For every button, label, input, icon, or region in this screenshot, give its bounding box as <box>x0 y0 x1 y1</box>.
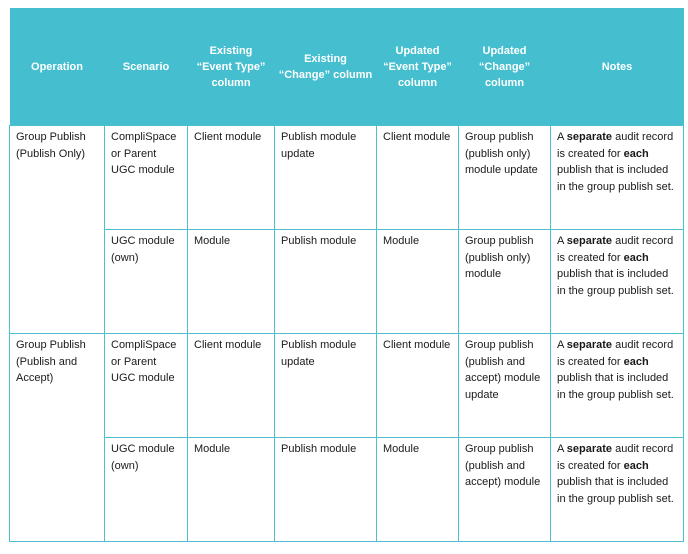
existing-change-cell: Publish module update <box>275 126 377 230</box>
existing-event-cell: Client module <box>188 334 275 438</box>
existing-event-cell: Client module <box>188 126 275 230</box>
notes-each: each <box>623 147 649 160</box>
scenario-cell: UGC module (own) <box>105 438 188 542</box>
updated-change-cell: Group publish (publish only) module update <box>459 126 551 230</box>
notes-separate: separate <box>566 131 613 143</box>
existing-change-cell: Publish module <box>275 230 377 334</box>
scenario-cell: UGC module (own) <box>105 230 188 334</box>
header-updated-change: Updated “Change” column <box>459 8 551 126</box>
operation-cell: Group Publish (Publish Only) <box>10 126 105 334</box>
notes-text-b: audit record is created for <box>557 443 674 472</box>
updated-change-cell: Group publish (publish and accept) module update <box>459 334 551 438</box>
notes-text-c: publish that is included in the group publish set. <box>557 476 674 505</box>
notes-text-b: audit record is created for <box>557 339 674 368</box>
existing-event-cell: Module <box>188 230 275 334</box>
notes-each: each <box>623 251 649 264</box>
header-existing-event-type: Existing “Event Type” column <box>188 8 275 126</box>
scenario-cell: CompliSpace or Parent UGC module <box>105 126 188 230</box>
updated-change-cell: Group publish (publish only) module <box>459 230 551 334</box>
updated-event-cell: Client module <box>377 334 459 438</box>
updated-event-cell: Module <box>377 438 459 542</box>
notes-each: each <box>623 459 649 472</box>
notes-cell <box>551 334 684 438</box>
table-row <box>10 438 684 542</box>
operation-cell: Group Publish (Publish and Accept) <box>10 334 105 542</box>
notes-text-a: A <box>557 235 567 247</box>
existing-change-cell: Publish module <box>275 438 377 542</box>
existing-change-cell: Publish module update <box>275 334 377 438</box>
audit-table <box>9 8 684 542</box>
table-row <box>10 334 684 438</box>
updated-event-cell: Client module <box>377 126 459 230</box>
table-row <box>10 126 684 230</box>
header-updated-event-type: Updated “Event Type” column <box>377 8 459 126</box>
header-scenario: Scenario <box>105 8 188 126</box>
notes-text-b: audit record is created for <box>557 235 674 264</box>
existing-event-cell: Module <box>188 438 275 542</box>
notes-text-c: publish that is included in the group publish set. <box>557 164 674 193</box>
header-existing-change: Existing “Change” column <box>275 8 377 126</box>
notes-text-b: audit record is created for <box>557 131 674 160</box>
notes-separate: separate <box>566 339 613 351</box>
notes-text-a: A <box>557 339 567 351</box>
updated-change-cell: Group publish (publish and accept) module <box>459 438 551 542</box>
table-row <box>10 230 684 334</box>
header-row <box>10 8 684 126</box>
header-operation: Operation <box>10 8 105 126</box>
notes-cell <box>551 126 684 230</box>
notes-cell <box>551 230 684 334</box>
notes-text-c: publish that is included in the group publish set. <box>557 372 674 401</box>
notes-separate: separate <box>566 235 613 247</box>
notes-cell <box>551 438 684 542</box>
notes-text-a: A <box>557 131 567 143</box>
scenario-cell: CompliSpace or Parent UGC module <box>105 334 188 438</box>
notes-text-c: publish that is included in the group publish set. <box>557 268 674 297</box>
notes-text-a: A <box>557 443 567 455</box>
header-notes: Notes <box>551 8 684 126</box>
notes-each: each <box>623 355 649 368</box>
notes-separate: separate <box>566 443 613 455</box>
updated-event-cell: Module <box>377 230 459 334</box>
